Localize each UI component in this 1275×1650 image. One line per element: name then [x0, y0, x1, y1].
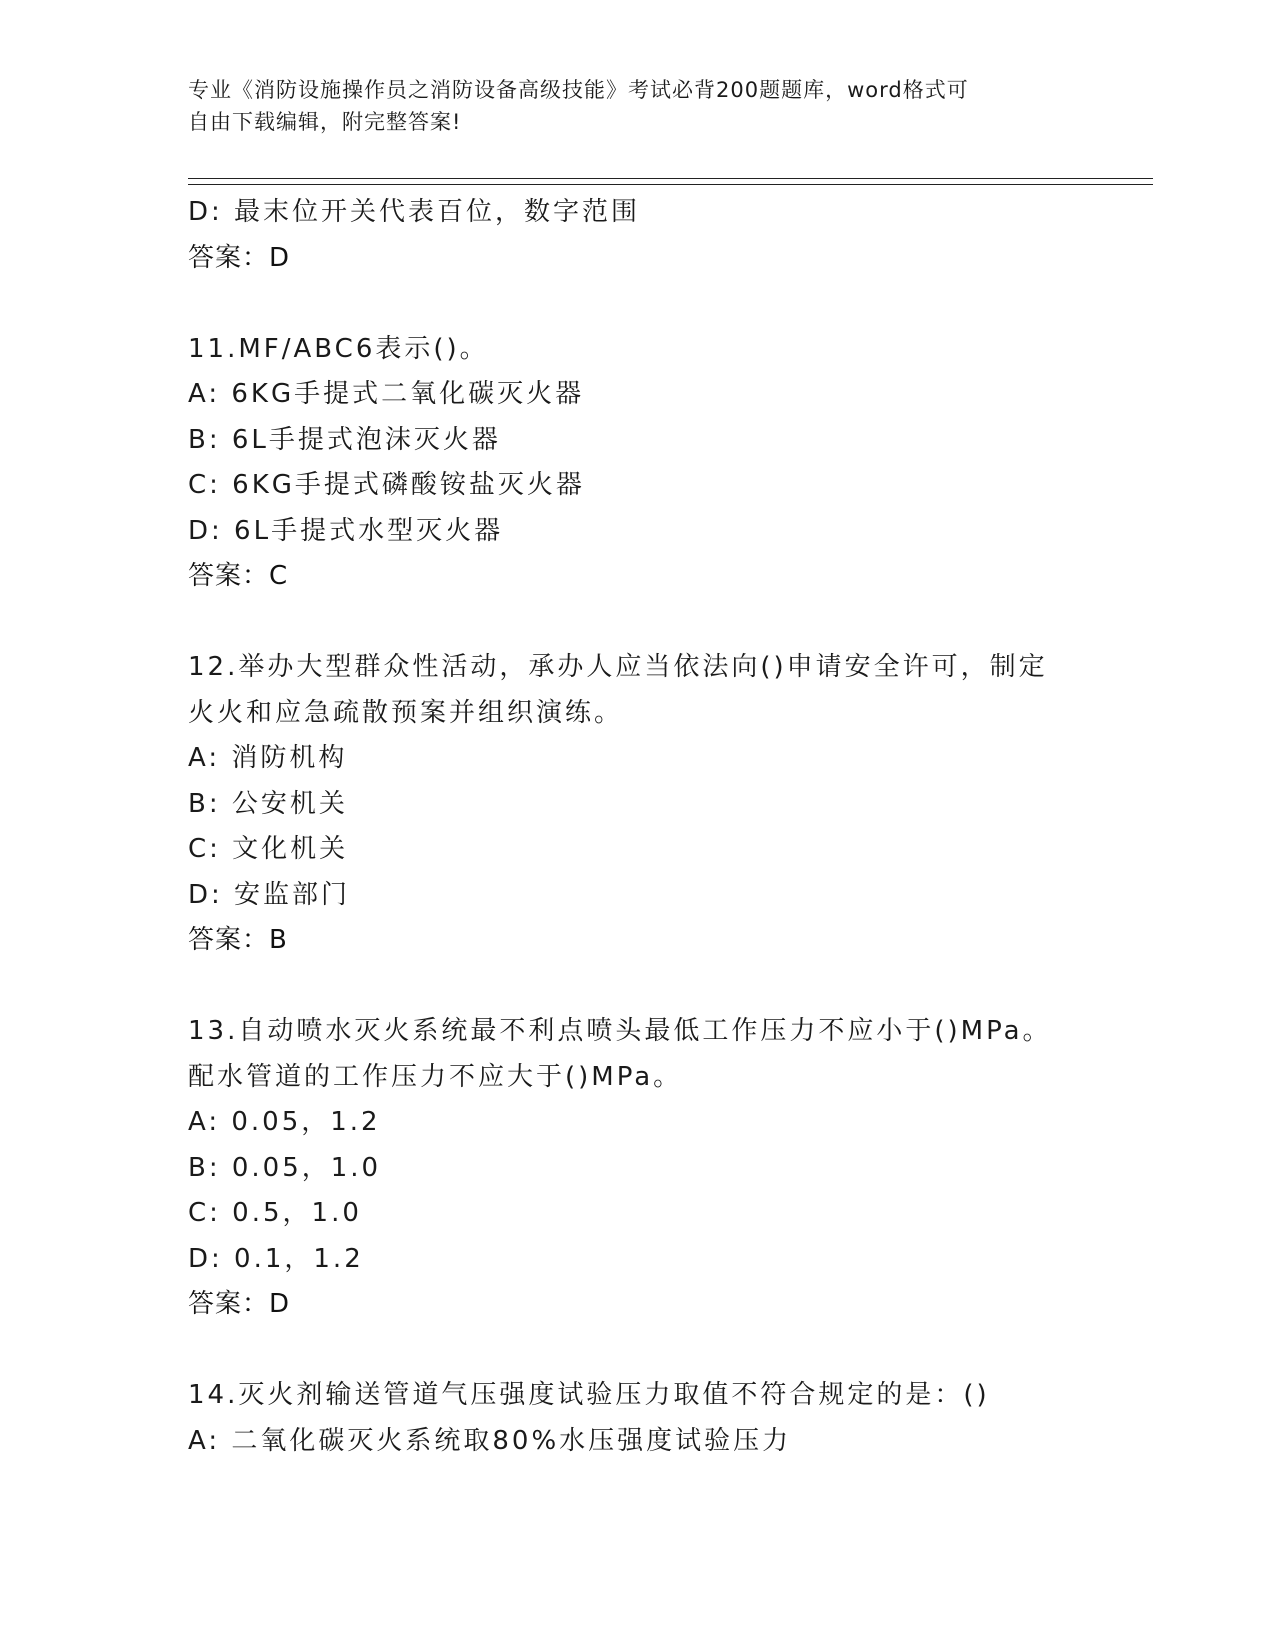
- question-stem-line-2: 配水管道的工作压力不应大于()MPa。: [188, 1061, 683, 1092]
- question-14: [188, 1373, 1088, 1464]
- option-c: C: 0.5，1.0: [188, 1198, 362, 1228]
- answer: 答案：D: [188, 242, 291, 273]
- spacer: [188, 600, 1088, 646]
- option-d: D: 安监部门: [188, 879, 351, 910]
- option-d: D: 最末位开关代表百位，数字范围: [188, 197, 641, 227]
- spacer: [188, 281, 1088, 327]
- option-a: A: 6KG手提式二氧化碳灭火器: [188, 379, 585, 409]
- answer: 答案：B: [188, 925, 288, 955]
- question-stem-line-1: 12.举办大型群众性活动，承办人应当依法向()申请安全许可，制定: [188, 652, 1048, 682]
- question-11: [188, 327, 1088, 600]
- option-a: A: 0.05，1.2: [188, 1107, 381, 1137]
- option-b: B: 0.05，1.0: [188, 1152, 382, 1183]
- header-title-line-2: 自由下载编辑，附完整答案!: [188, 110, 462, 134]
- option-a: A: 消防机构: [188, 743, 348, 773]
- option-c: C: 文化机关: [188, 834, 349, 864]
- answer: 答案：C: [188, 561, 289, 591]
- option-c: C: 6KG手提式磷酸铵盐灭火器: [188, 470, 585, 500]
- question-stem-line-1: 13.自动喷水灭火系统最不利点喷头最低工作压力不应小于()MPa。: [188, 1016, 1052, 1046]
- question-10-tail: [188, 190, 1088, 281]
- option-d: D: 0.1，1.2: [188, 1243, 364, 1274]
- option-d: D: 6L手提式水型灭火器: [188, 515, 504, 546]
- document-header: [188, 74, 1088, 138]
- question-stem-line-2: 火火和应急疏散预案并组织演练。: [188, 697, 624, 728]
- spacer: [188, 1328, 1088, 1374]
- option-b: B: 公安机关: [188, 788, 348, 819]
- header-divider: [188, 178, 1153, 185]
- question-stem: 14.灭火剂输送管道气压强度试验压力取值不符合规定的是：(): [188, 1380, 990, 1410]
- answer: 答案：D: [188, 1289, 291, 1319]
- option-a: A: 二氧化碳灭火系统取80%水压强度试验压力: [188, 1425, 792, 1456]
- question-stem: 11.MF/ABC6表示()。: [188, 333, 489, 364]
- option-b: B: 6L手提式泡沫灭火器: [188, 424, 501, 455]
- document-body: [188, 190, 1088, 1464]
- spacer: [188, 964, 1088, 1010]
- question-13: [188, 1009, 1088, 1328]
- question-12: [188, 645, 1088, 964]
- header-title-line-1: 专业《消防设施操作员之消防设备高级技能》考试必背200题题库，word格式可: [188, 78, 969, 102]
